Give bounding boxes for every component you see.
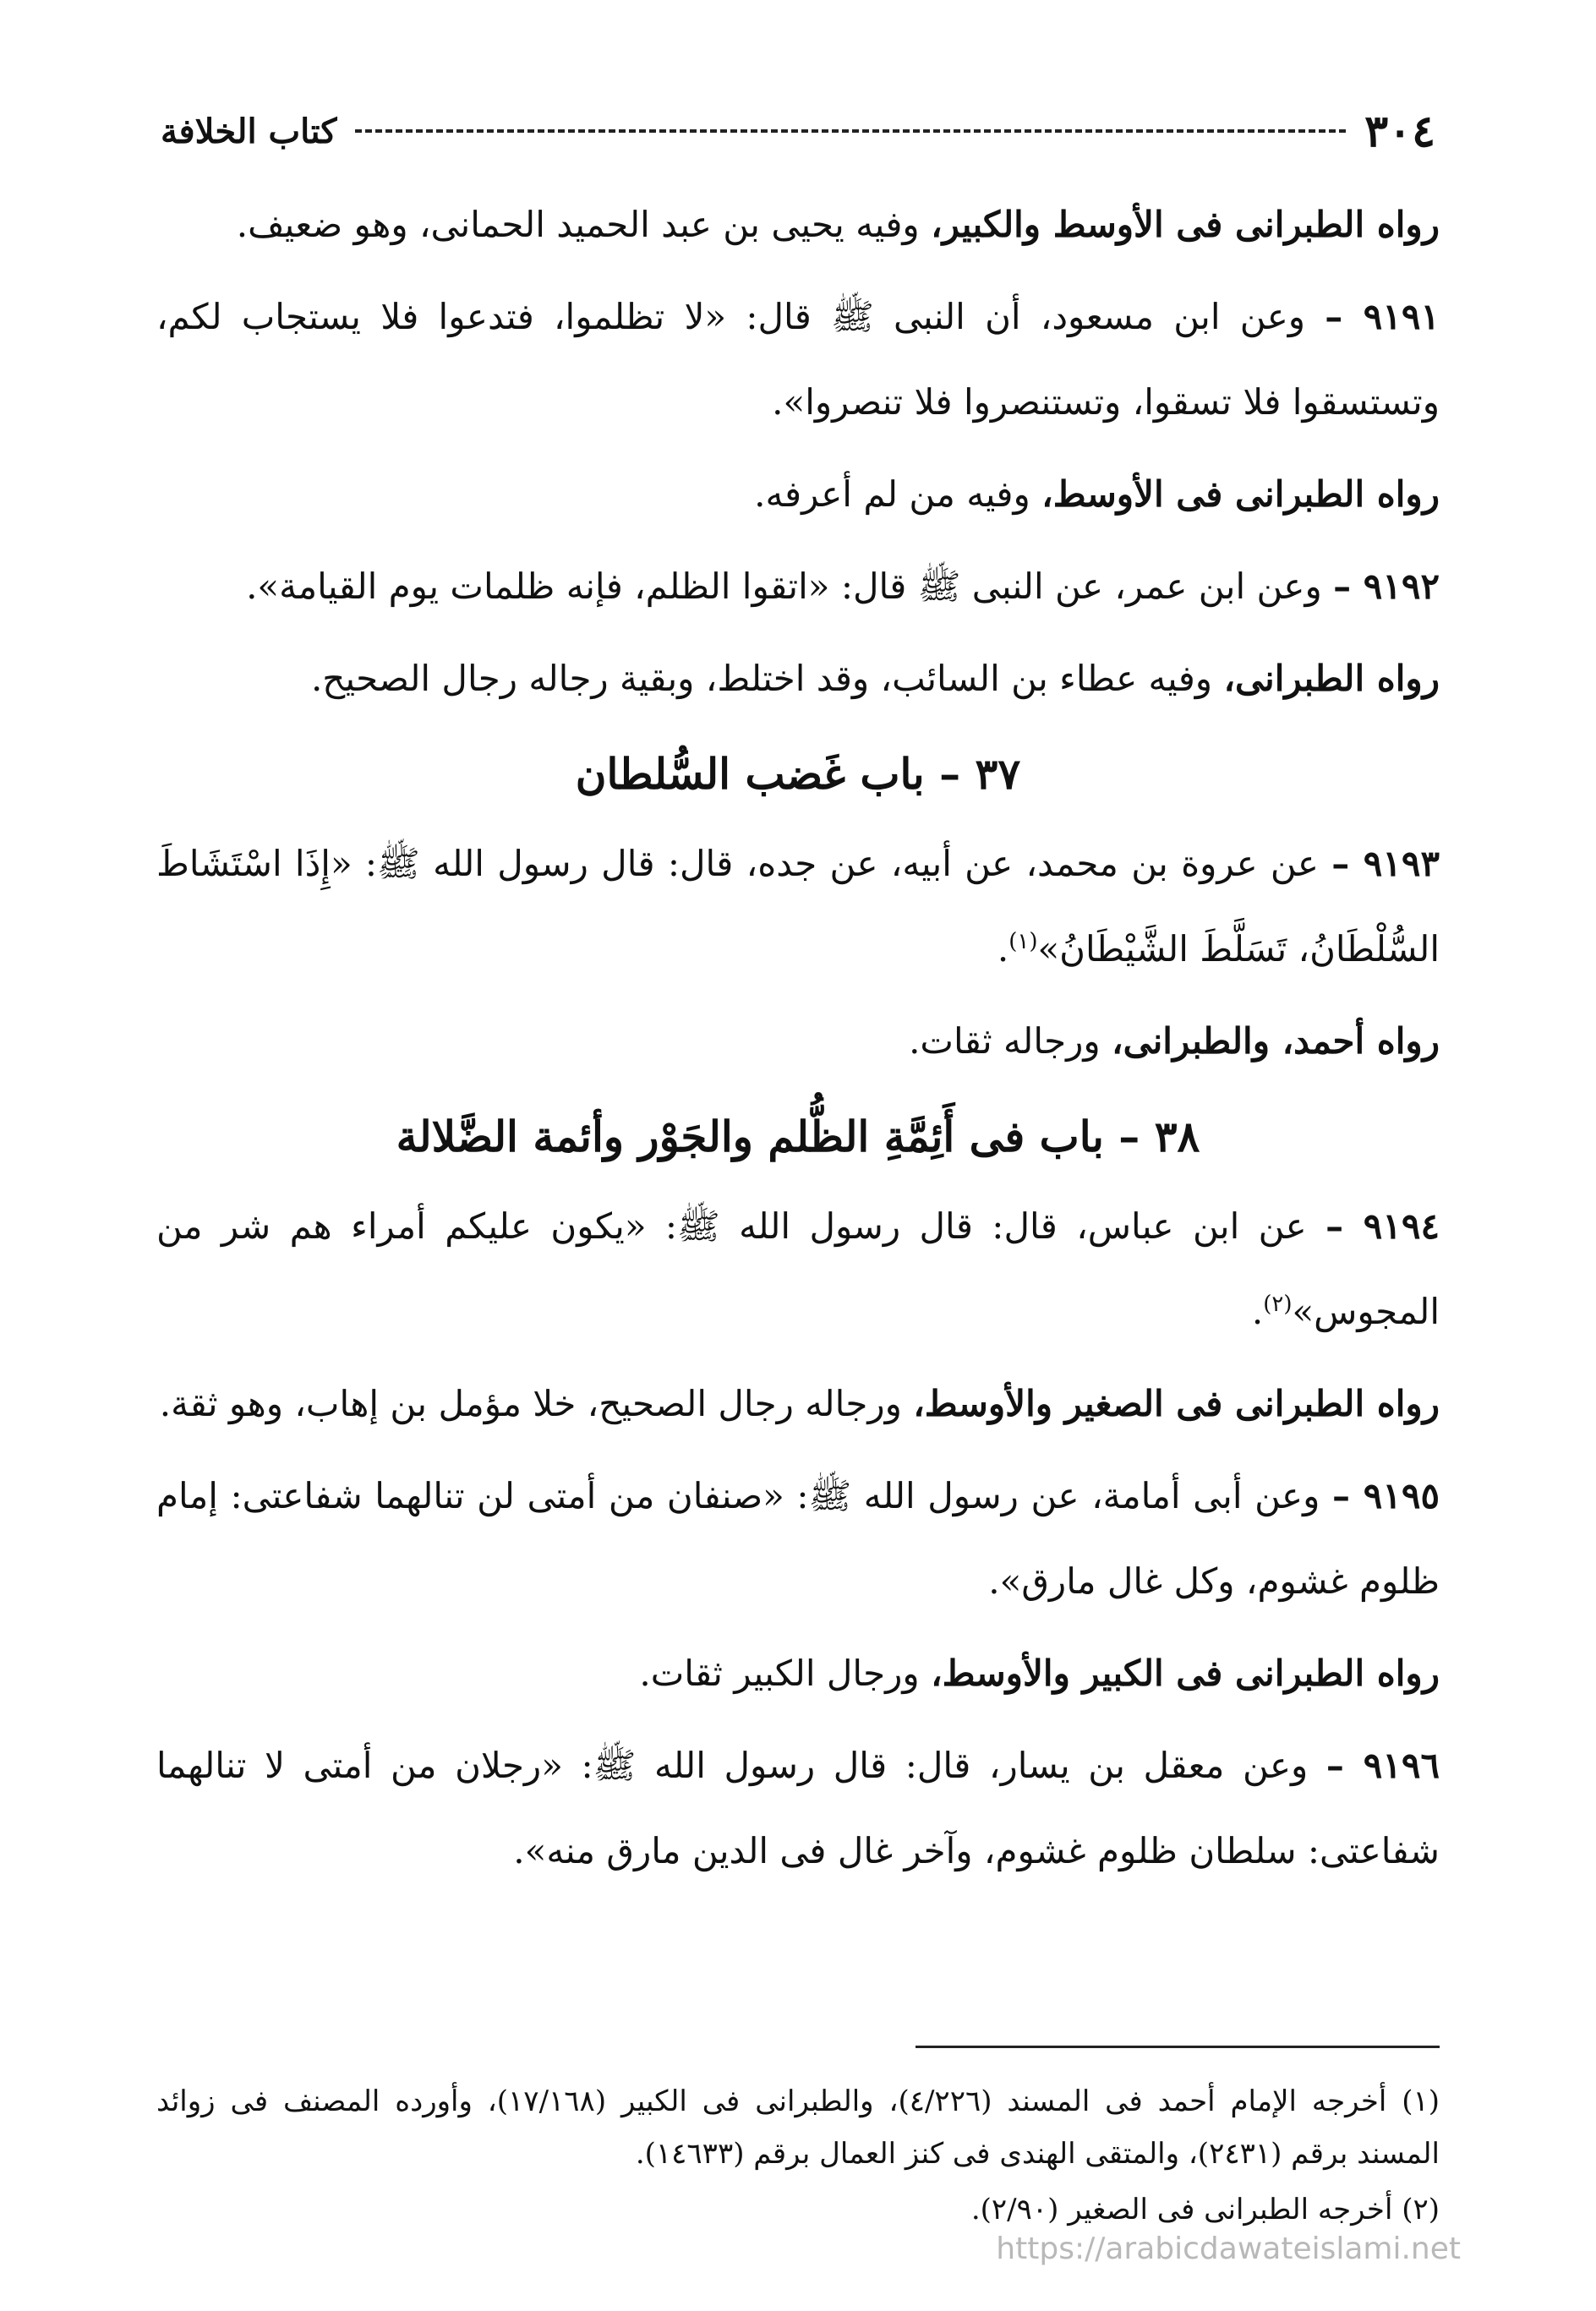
watermark-url: https://arabicdawateislami.net: [996, 2232, 1461, 2266]
paragraph: رواه الطبرانى فى الكبير والأوسط، ورجال الكبير ثقات.: [639, 1653, 1440, 1694]
hadith-number: ٩١٩٥ –: [1331, 1475, 1440, 1516]
narration-ref: رواه الطبرانى،: [1223, 658, 1440, 699]
narration-ref: رواه الطبرانى فى الأوسط والكبير،: [931, 204, 1440, 245]
footnote-marker: (١): [1008, 929, 1038, 954]
narration-ref: رواه أحمد، والطبرانى،: [1112, 1020, 1440, 1062]
hadith-number: ٩١٩١ –: [1325, 296, 1440, 337]
page-number: ٣٠٤: [1364, 105, 1435, 157]
hadith-number: ٩١٩٤ –: [1325, 1205, 1440, 1247]
footnote-separator: [916, 2046, 1440, 2048]
hadith-9194: ٩١٩٤ – عن ابن عباس، قال: قال رسول الله ﷺ: «يكون عليكم أمراء هم شر من المجوس»$^{(٢)}$.: [156, 1205, 1440, 1332]
running-header: [161, 101, 1435, 161]
hadith-9192: ٩١٩٢ – وعن ابن عمر، عن النبى ﷺ قال: «اتقوا الظلم، فإنه ظلمات يوم القيامة».: [246, 565, 1440, 607]
narration-ref: رواه الطبرانى فى الكبير والأوسط،: [931, 1653, 1440, 1694]
footnotes: [156, 2075, 1440, 2239]
narration-ref: رواه الطبرانى فى الصغير والأوسط،: [913, 1383, 1440, 1424]
running-title: كتاب الخلافة: [161, 111, 337, 151]
hadith-9193: ٩١٩٣ – عن عروة بن محمد، عن أبيه، عن جده، قال: قال رسول الله ﷺ: «إِذَا اسْتَشَاطَ السُّلْطَانُ، تَسَلَّطَ الشَّيْطَانُ»$^{(١)}$.: [156, 843, 1440, 970]
header-dashed-rule: [355, 129, 1346, 133]
paragraph: رواه الطبرانى فى الصغير والأوسط، ورجاله رجال الصحيح، خلا مؤمل بن إهاب، وهو ثقة.: [159, 1383, 1440, 1424]
paragraph: رواه الطبرانى، وفيه عطاء بن السائب، وقد اختلط، وبقية رجاله رجال الصحيح.: [310, 658, 1440, 699]
footnote-1: (١) أخرجه الإمام أحمد فى المسند (٤/٢٢٦)، والطبرانى فى الكبير (١٧/١٦٨)، وأورده المصنف فى زوائد المسند برقم (٢٤٣١)، والمتقى الهندى فى كنز العمال برقم (١٤٦٣٣).: [156, 2084, 1440, 2171]
hadith-9191: ٩١٩١ – وعن ابن مسعود، أن النبى ﷺ قال: «لا تظلموا، فتدعوا فلا يستجاب لكم، وتستسقوا فلا تسقوا، وتستنصروا فلا تنصروا».: [156, 296, 1440, 423]
chapter-heading-37: ٣٧ – باب غَضب السُّلطان: [575, 749, 1021, 799]
hadith-number: ٩١٩٣ –: [1331, 843, 1440, 884]
paragraph: رواه الطبرانى فى الأوسط، وفيه من لم أعرفه.: [754, 473, 1440, 515]
chapter-heading-38: ٣٨ – باب فى أَئِمَّةِ الظُّلم والجَوْر وأئمة الضَّلالة: [396, 1112, 1200, 1161]
paragraph: رواه الطبرانى فى الأوسط والكبير، وفيه يحيى بن عبد الحميد الحمانى، وهو ضعيف.: [236, 204, 1440, 245]
hadith-9195: ٩١٩٥ – وعن أبى أمامة، عن رسول الله ﷺ: «صنفان من أمتى لن تنالهما شفاعتى: إمام ظلوم غشوم، وكل غال مارق».: [156, 1475, 1440, 1602]
hadith-number: ٩١٩٢ –: [1333, 565, 1440, 607]
footnote-marker: (٢): [1263, 1292, 1293, 1317]
hadith-number: ٩١٩٦ –: [1325, 1745, 1440, 1786]
paragraph: رواه أحمد، والطبرانى، ورجاله ثقات.: [909, 1020, 1440, 1062]
footnote-2: (٢) أخرجه الطبرانى فى الصغير (٢/٩٠).: [970, 2193, 1440, 2226]
narration-ref: رواه الطبرانى فى الأوسط،: [1041, 473, 1440, 515]
main-text: [156, 182, 1440, 1900]
hadith-9196: ٩١٩٦ – وعن معقل بن يسار، قال: قال رسول الله ﷺ: «رجلان من أمتى لا تنالهما شفاعتى: سلطان ظلوم غشوم، وآخر غال فى الدين مارق منه».: [156, 1745, 1440, 1871]
